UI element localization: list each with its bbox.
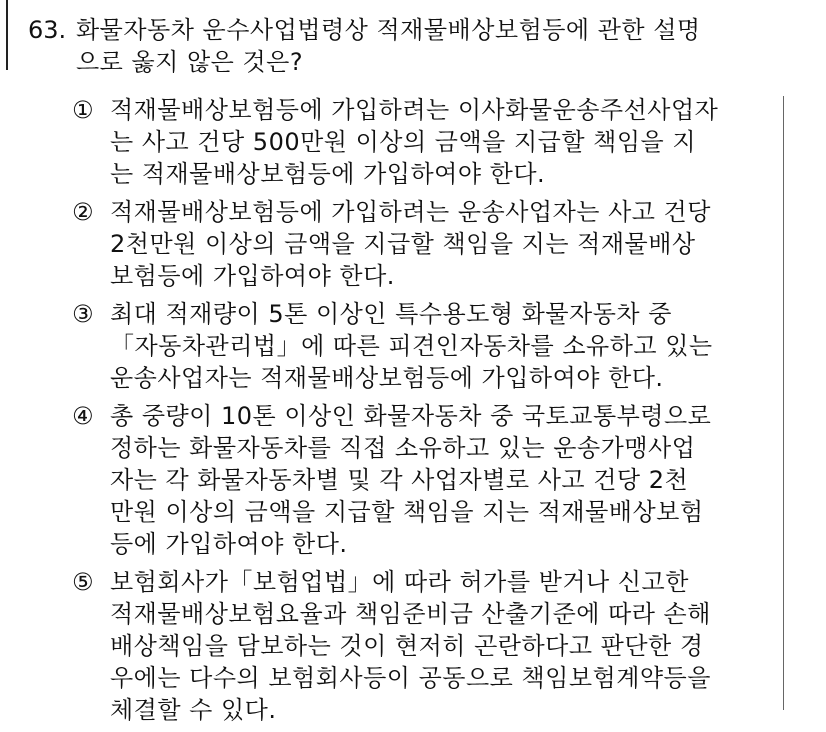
- option-text-line: 는 사고 건당 500만원 이상의 금액을 지급할 책임을 지: [110, 128, 697, 156]
- option-marker: ①: [72, 96, 94, 124]
- answer-option-5[interactable]: [72, 566, 772, 726]
- option-text-line: 「자동차관리법」에 따른 피견인자동차를 소유하고 있는: [110, 332, 713, 360]
- question-number: 63.: [28, 16, 67, 44]
- question-stem-line: 화물자동차 운수사업법령상 적재물배상보험등에 관한 설명: [76, 16, 701, 44]
- option-text-line: 는 적재물배상보험등에 가입하여야 한다.: [110, 160, 546, 188]
- answer-option-3[interactable]: [72, 298, 772, 394]
- option-text-line: 최대 적재량이 5톤 이상인 특수용도형 화물자동차 중: [110, 300, 672, 328]
- answer-option-1[interactable]: [72, 94, 772, 190]
- answer-option-2[interactable]: [72, 196, 772, 292]
- option-text-line: 보험회사가「보험업법」에 따라 허가를 받거나 신고한: [110, 568, 689, 596]
- option-text-line: 적재물배상보험등에 가입하려는 이사화물운송주선사업자: [110, 96, 719, 124]
- answer-option-4[interactable]: [72, 400, 772, 560]
- option-text-line: 정하는 화물자동차를 직접 소유하고 있는 운송가맹사업: [110, 434, 696, 462]
- question-block: [28, 14, 788, 78]
- option-text-line: 자는 각 화물자동차별 및 각 사업자별로 사고 건당 2천: [110, 466, 689, 494]
- option-text-line: 2천만원 이상의 금액을 지급할 책임을 지는 적재물배상: [110, 230, 696, 258]
- option-marker: ④: [72, 402, 94, 430]
- option-text-line: 운송사업자는 적재물배상보험등에 가입하여야 한다.: [110, 364, 664, 392]
- option-text-line: 적재물배상보험요율과 책임준비금 산출기준에 따라 손해: [110, 600, 711, 628]
- option-marker: ⑤: [72, 568, 94, 596]
- answer-options: [72, 94, 772, 732]
- question-stem: [76, 14, 788, 78]
- option-marker: ③: [72, 300, 94, 328]
- left-border-rule: [6, 0, 8, 70]
- question-stem-line: 으로 옳지 않은 것은?: [76, 48, 304, 76]
- option-text-line: 보험등에 가입하여야 한다.: [110, 262, 395, 290]
- right-column-rule: [783, 96, 784, 710]
- option-text-line: 적재물배상보험등에 가입하려는 운송사업자는 사고 건당: [110, 198, 711, 226]
- option-text-line: 우에는 다수의 보험회사등이 공동으로 책임보험계약등을: [110, 664, 711, 692]
- option-text-line: 체결할 수 있다.: [110, 696, 277, 724]
- option-text-line: 총 중량이 10톤 이상인 화물자동차 중 국토교통부령으로: [110, 402, 712, 430]
- option-text-line: 배상책임을 담보하는 것이 현저히 곤란하다고 판단한 경: [110, 632, 704, 660]
- option-text-line: 만원 이상의 금액을 지급할 책임을 지는 적재물배상보험: [110, 498, 704, 526]
- option-marker: ②: [72, 198, 94, 226]
- option-text-line: 등에 가입하여야 한다.: [110, 530, 348, 558]
